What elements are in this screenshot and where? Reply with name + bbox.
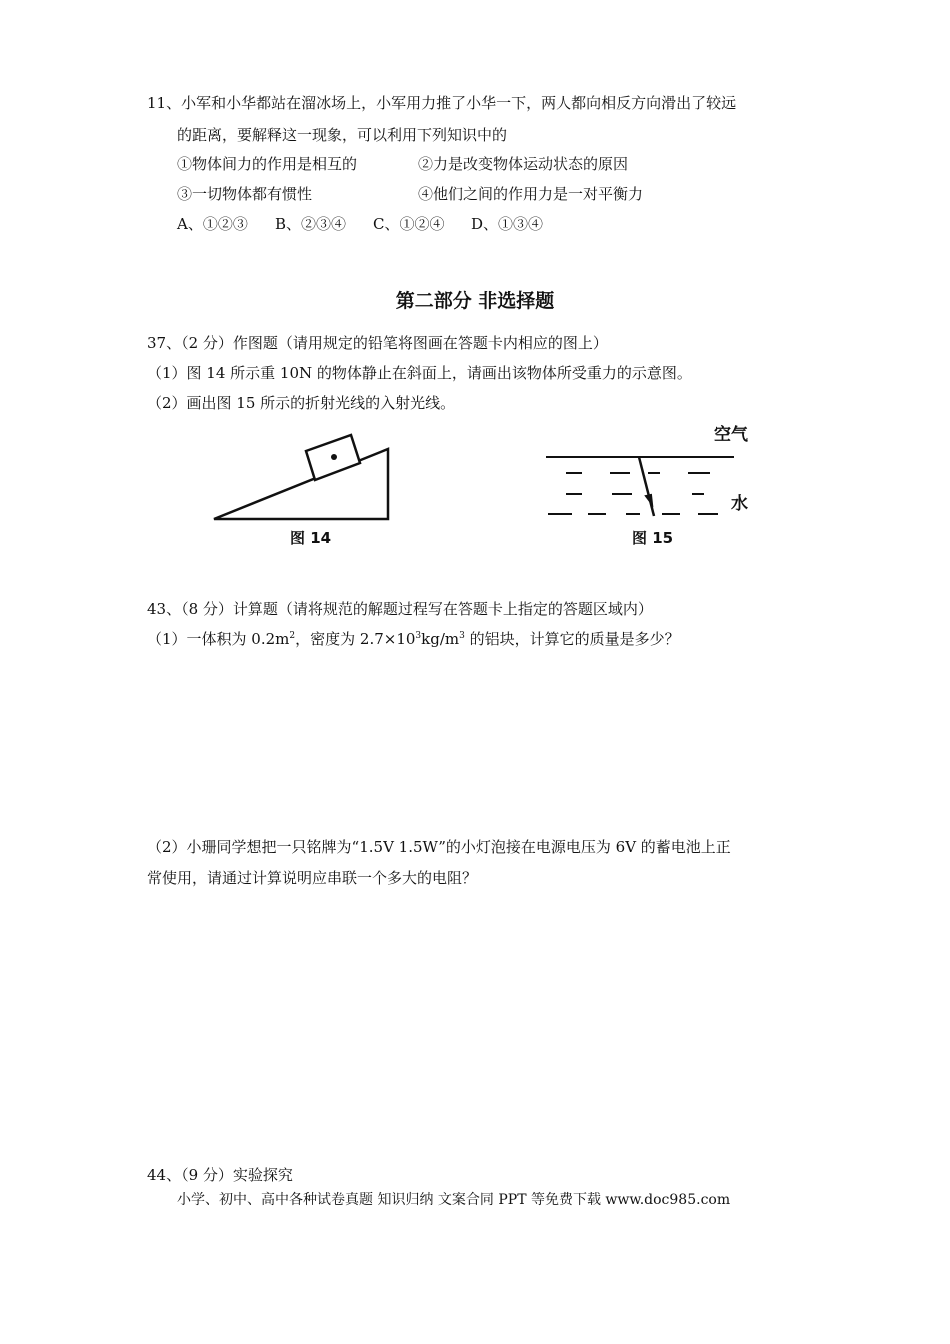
q11-option-4: ④他们之间的作用力是一对平衡力 [418, 185, 644, 203]
page-footer: 小学、初中、高中各种试卷真题 知识归纳 文案合同 PPT 等免费下载 www.doc985.com [177, 1192, 731, 1208]
q37-part2: （2）画出图 15 所示的折射光线的入射光线。 [147, 394, 456, 412]
incline-triangle [214, 449, 388, 519]
q11-line2: 的距离，要解释这一现象，可以利用下列知识中的 [177, 126, 508, 144]
q11-option-3: ③一切物体都有惯性 [177, 185, 313, 203]
water-hatching [548, 473, 718, 514]
q11-line1: 11、小军和小华都站在溜冰场上，小军用力推了小华一下，两人都向相反方向滑出了较远 [147, 94, 737, 112]
q11-choice-c: C、①②④ [373, 215, 445, 233]
figure-14-incline [200, 425, 410, 530]
figure-15-refraction [540, 440, 740, 520]
section-title: 第二部分 非选择题 [395, 290, 555, 312]
q37-line1: 37、（2 分）作图题（请用规定的铅笔将图画在答题卡内相应的图上） [147, 334, 608, 352]
q11-option-1: ①物体间力的作用是相互的 [177, 155, 358, 173]
figure-14-caption: 图 14 [290, 529, 332, 547]
q44-line1: 44、（9 分）实验探究 [147, 1166, 293, 1184]
ray-arrowhead [646, 495, 652, 504]
q43-part2-line1: （2）小珊同学想把一只铭牌为“1.5V 1.5W”的小灯泡接在电源电压为 6V 的蓄电池上正 [147, 838, 731, 856]
q11-choice-b: B、②③④ [275, 215, 347, 233]
center-of-gravity-dot [331, 454, 337, 460]
q11-choice-a: A、①②③ [177, 215, 248, 233]
q11-option-2: ②力是改变物体运动状态的原因 [418, 155, 629, 173]
q43-part1: （1）一体积为 $0.2m^2$，密度为 $2.7\times 10^3kg/m^3$ 的铝块，计算它的质量是多少？ [147, 630, 680, 648]
q37-part1: （1）图 14 所示重 10N 的物体静止在斜面上，请画出该物体所受重力的示意图。 [147, 364, 692, 382]
q43-part2-line2: 常使用，请通过计算说明应串联一个多大的电阻？ [147, 869, 478, 887]
figure-15-air-label: 空气 [714, 425, 748, 445]
q11-choice-d: D、①③④ [471, 215, 544, 233]
q43-line1: 43、（8 分）计算题（请将规范的解题过程写在答题卡上指定的答题区域内） [147, 600, 653, 618]
refracted-ray [639, 457, 654, 516]
figure-15-caption: 图 15 [632, 529, 674, 547]
figure-15-water-label: 水 [731, 494, 748, 514]
